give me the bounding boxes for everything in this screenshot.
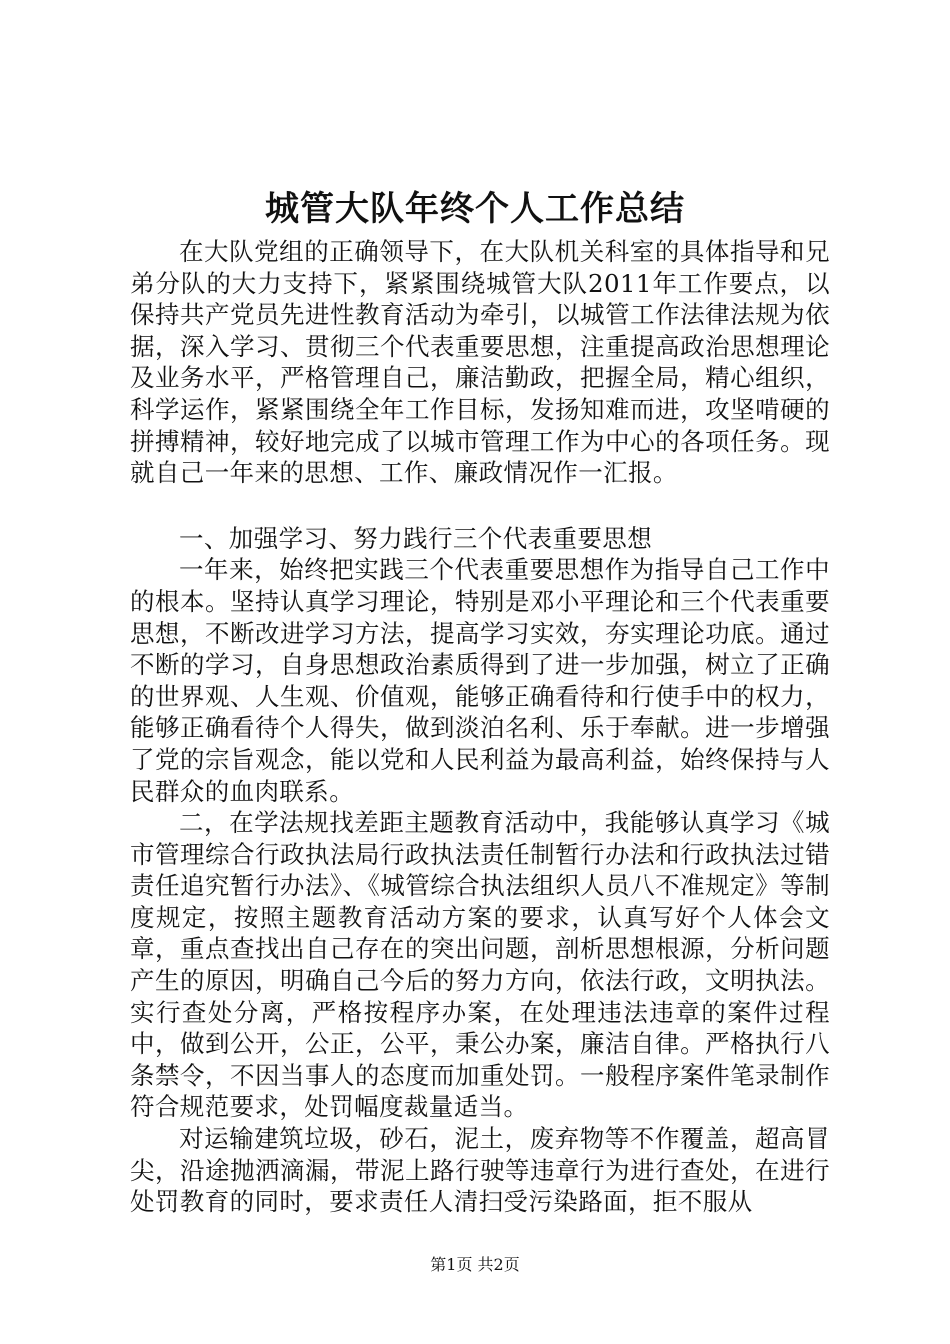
paragraph-gap (130, 489, 830, 523)
section3-paragraph: 对运输建筑垃圾，砂石，泥土，废弃物等不作覆盖，超高冒尖，沿途抛洒滴漏，带泥上路行驶等违章行为进行查处，在进行处罚教育的同时，要求责任人清扫受污染路面，拒不服从 (130, 1124, 830, 1217)
intro-paragraph: 在大队党组的正确领导下，在大队机关科室的具体指导和兄弟分队的大力支持下，紧紧围绕城管大队2011年工作要点，以保持共产党员先进性教育活动为牵引，以城管工作法律法规为依据，深入学习、贯彻三个代表重要思想，注重提高政治思想理论及业务水平，严格管理自己，廉洁勤政，把握全局，精心组织，科学运作，紧紧围绕全年工作目标，发扬知难而进，攻坚啃硬的拼搏精神，较好地完成了以城市管理工作为中心的各项任务。现就自己一年来的思想、工作、廉政情况作一汇报。 (130, 237, 830, 488)
section2-paragraph: 二，在学法规找差距主题教育活动中，我能够认真学习《城市管理综合行政执法局行政执法责任制暂行办法和行政执法过错责任追究暂行办法》、《城管综合执法组织人员八不准规定》等制度规定，按照主题教育活动方案的要求，认真写好个人体会文章，重点查找出自己存在的突出问题，剖析思想根源，分析问题产生的原因，明确自己今后的努力方向，依法行政，文明执法。实行查处分离，严格按程序办案，在处理违法违章的案件过程中，做到公开，公正，公平，秉公办案，廉洁自律。严格执行八条禁令，不因当事人的态度而加重处罚。一般程序案件笔录制作符合规范要求，处罚幅度裁量适当。 (130, 808, 830, 1122)
document-title: 城管大队年终个人工作总结 (265, 189, 685, 229)
page-number-footer: 第1页 共2页 (430, 1255, 520, 1274)
section-heading-1: 一、加强学习、努力践行三个代表重要思想 (179, 523, 653, 553)
document-body (130, 236, 830, 1218)
section1-paragraph: 一年来，始终把实践三个代表重要思想作为指导自己工作中的根本。坚持认真学习理论，特别是邓小平理论和三个代表重要思想，不断改进学习方法，提高学习实效，夯实理论功底。通过不断的学习，自身思想政治素质得到了进一步加强，树立了正确的世界观、人生观、价值观，能够正确看待和行使手中的权力，能够正确看待个人得失，做到淡泊名利、乐于奉献。进一步增强了党的宗旨观念，能以党和人民利益为最高利益，始终保持与人民群众的血肉联系。 (130, 555, 830, 806)
